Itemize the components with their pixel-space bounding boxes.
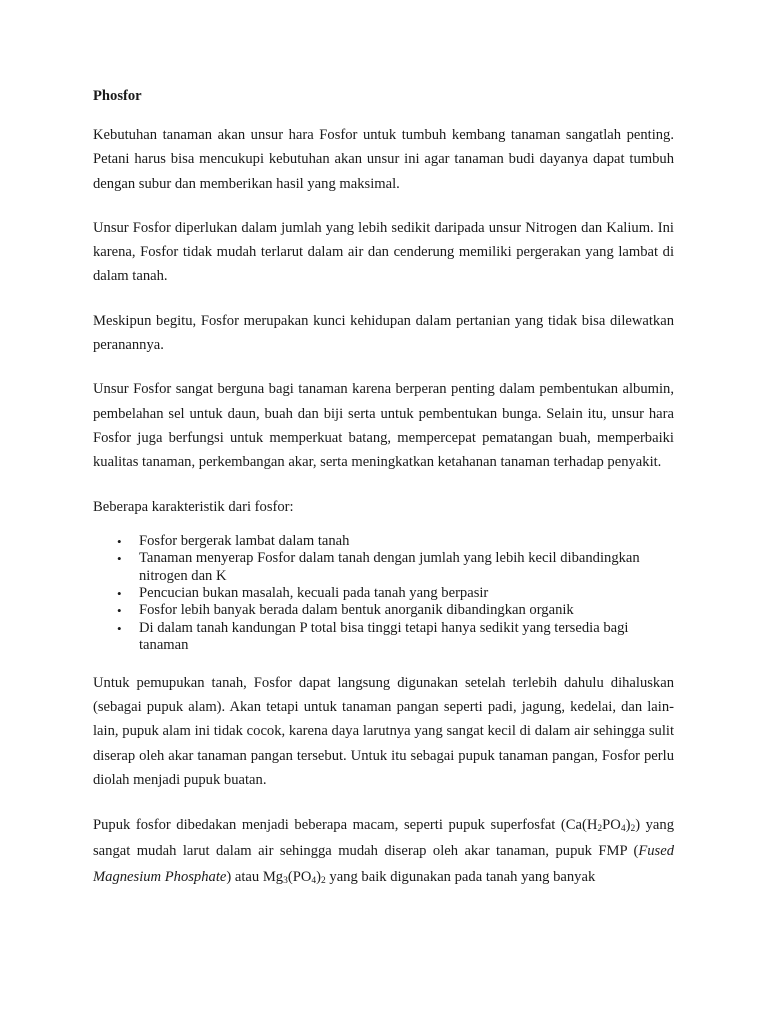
list-item-text: Pencucian bukan masalah, kecuali pada tanah yang berpasir (139, 585, 489, 602)
text-segment: Pupuk fosfor dibedakan menjadi beberapa macam, seperti pupuk superfosfat (Ca(H (93, 817, 598, 834)
bullet-icon: • (117, 603, 122, 619)
paragraph-3: Meskipun begitu, Fosfor merupakan kunci kehidupan dalam pertanian yang tidak bisa dilewatkan peranannya. (93, 312, 674, 354)
list-item (93, 602, 674, 619)
document-content (93, 86, 674, 890)
subscript: 2 (630, 824, 636, 835)
bullet-icon: • (117, 586, 122, 602)
bullet-icon: • (117, 533, 122, 549)
text-segment: ) atau Mg (226, 869, 284, 886)
subscript: 2 (597, 824, 603, 835)
list-item-text: Fosfor bergerak lambat dalam tanah (139, 532, 350, 549)
paragraph-4: Unsur Fosfor sangat berguna bagi tanaman karena berperan penting dalam pembentukan albumin, pembelahan sel untuk daun, buah dan biji serta untuk pembentukan bunga. Selain itu, unsur hara Fosfor juga berfungsi untuk memperkuat batang, mempercepat pematangan buah, memperbaiki kualitas tanaman, perkembangan akar, serta meningkatkan ketahanan tanaman terhadap penyakit. (93, 381, 674, 471)
list-item (93, 585, 674, 602)
list-item (93, 550, 674, 585)
text-segment: ) (625, 817, 631, 834)
list-item-text: Fosfor lebih banyak berada dalam bentuk anorganik dibandingkan organik (139, 602, 574, 619)
list-item (93, 620, 674, 655)
fertilizer-types-paragraph (93, 812, 674, 890)
fertilizer-paragraph: Untuk pemupukan tanah, Fosfor dapat langsung digunakan setelah terlebih dahulu dihaluskan (sebagai pupuk alam). Akan tetapi untuk tanaman pangan seperti padi, jagung, kedelai, dan lain-lain, pupuk alam ini tidak cocok, karena daya larutnya yang sangat kecil di dalam air sehingga sulit diserap oleh akar tanaman pangan tersebut. Untuk itu sebagai pupuk tanaman pangan, Fosfor perlu diolah menjadi pupuk buatan. (93, 674, 674, 788)
bullet-icon: • (117, 551, 122, 567)
characteristics-list (93, 533, 674, 655)
paragraph-2: Unsur Fosfor diperlukan dalam jumlah yang lebih sedikit daripada unsur Nitrogen dan Kalium. Ini karena, Fosfor tidak mudah terlarut dalam air dan cenderung memiliki pergerakan yang lambat di dalam tanah. (93, 219, 674, 285)
subscript: 2 (321, 876, 326, 887)
subscript: 3 (283, 876, 288, 887)
list-item-text: Di dalam tanah kandungan P total bisa tinggi tetapi hanya sedikit yang tersedia bagi tanaman (139, 619, 629, 654)
list-item (93, 533, 674, 550)
bullet-icon: • (117, 620, 122, 636)
text-segment: yang baik digunakan pada tanah yang banyak (325, 869, 596, 886)
text-segment: ) yang sangat mudah larut dalam air sehingga mudah diserap oleh akar tanaman, pupuk FMP ( (93, 817, 674, 860)
document-title: Phosfor (93, 88, 142, 104)
italic-term: Fused Magnesium Phosphate (93, 843, 674, 886)
text-segment: PO (602, 817, 621, 834)
paragraph-1: Kebutuhan tanaman akan unsur hara Fosfor untuk tumbuh kembang tanaman sangatlah penting. Petani harus bisa mencukupi kebutuhan akan unsur ini agar tanaman budi dayanya dapat tumbuh dengan subur dan memberikan hasil yang maksimal. (93, 127, 674, 192)
list-item-text: Tanaman menyerap Fosfor dalam tanah dengan jumlah yang lebih kecil dibandingkan nitrogen dan K (139, 550, 640, 584)
text-segment: ) (316, 869, 321, 886)
subscript: 4 (620, 824, 626, 835)
list-intro: Beberapa karakteristik dari fosfor: (93, 498, 294, 515)
subscript: 4 (311, 876, 317, 887)
text-segment: (PO (287, 869, 312, 886)
